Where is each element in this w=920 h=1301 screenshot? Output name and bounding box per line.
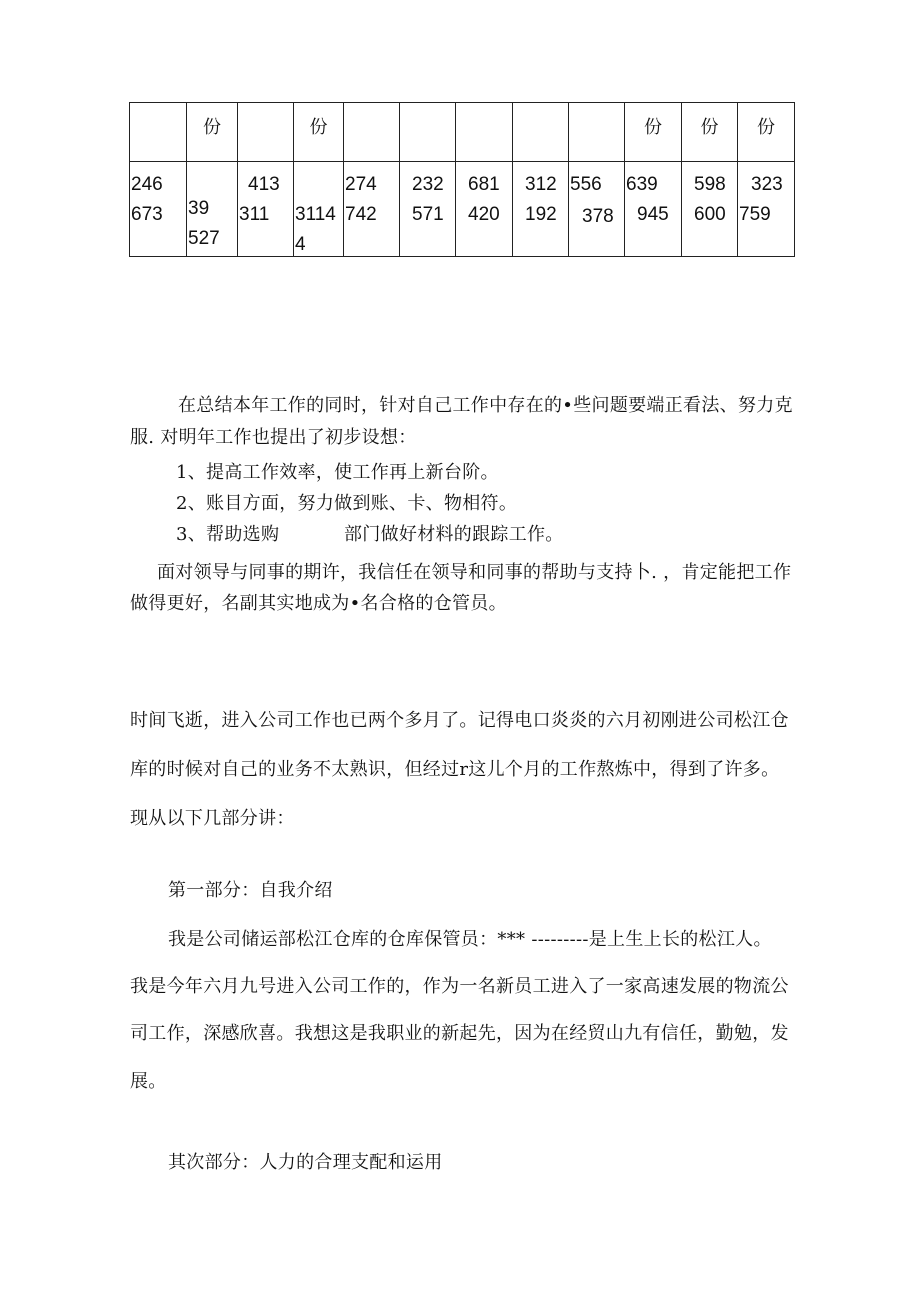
plan-item-2: 2、账目方面，努力做到账、卡、物相符。 <box>176 493 518 514</box>
plan-item-3-end: 部门做好材料的跟踪工作。 <box>344 524 564 545</box>
intro-paragraph-line: 时间飞逝，进入公司工作也已两个多月了。记得电口炎炎的六月初刚进公司松江仓 <box>130 710 789 731</box>
cell-line: 246 <box>131 174 163 195</box>
summary-paragraph-line: 服. 对明年工作也提出了初步设想： <box>130 427 417 448</box>
header-cell <box>238 103 294 162</box>
table-row <box>130 162 795 257</box>
table-cell <box>682 162 738 257</box>
header-cell <box>400 103 456 162</box>
part1-paragraph-line: 我是公司储运部松江仓库的仓库保管员：*** ---------是上生上长的松江人。 <box>168 929 772 950</box>
cell-line: 681 <box>468 174 500 195</box>
part1-paragraph-line: 司工作，深感欣喜。我想这是我职业的新起先，因为在经贸山九有信任，勤勉，发 <box>130 1023 789 1044</box>
part1-paragraph-line: 展。 <box>130 1071 167 1092</box>
header-cell <box>344 103 400 162</box>
intro-paragraph-line: 库的时候对自己的业务不太熟识，但经过r这儿个月的工作熬炼中，得到了许多。 <box>130 759 780 780</box>
data-table <box>129 102 795 257</box>
cell-line: 600 <box>694 204 726 225</box>
cell-line: 673 <box>131 204 163 225</box>
header-cell <box>130 103 187 162</box>
cell-line: 742 <box>345 204 377 225</box>
cell-line: 4 <box>295 234 306 255</box>
table-cell <box>625 162 682 257</box>
header-cell: 份 <box>738 103 795 162</box>
cell-line: 312 <box>525 174 557 195</box>
header-cell <box>456 103 513 162</box>
table-cell <box>456 162 513 257</box>
cell-line: 323 <box>751 174 783 195</box>
part1-paragraph-line: 我是今年六月九号进入公司工作的，作为一名新员工进入了一家高速发展的物流公 <box>130 976 789 997</box>
cell-line: 639 <box>626 174 658 195</box>
cell-line: 527 <box>188 228 220 249</box>
cell-line: 759 <box>739 204 771 225</box>
cell-line: 945 <box>637 204 669 225</box>
closing-paragraph-line: 面对领导与同事的期许，我信任在领导和同事的帮助与支持卜. ，肯定能把工作 <box>157 562 792 583</box>
cell-line: 598 <box>694 174 726 195</box>
header-cell: 份 <box>682 103 738 162</box>
cell-line: 39 <box>188 198 210 219</box>
header-cell: 份 <box>294 103 344 162</box>
cell-line: 571 <box>412 204 444 225</box>
table-cell <box>513 162 569 257</box>
table-cell <box>187 162 238 257</box>
table-cell <box>400 162 456 257</box>
intro-paragraph-line: 现从以下几部分讲： <box>130 808 295 829</box>
cell-line: 378 <box>582 206 614 227</box>
closing-paragraph-line: 做得更好，名副其实地成为•名合格的仓管员。 <box>130 593 507 614</box>
table-cell <box>569 162 625 257</box>
table-cell <box>294 162 344 257</box>
summary-paragraph-line: 在总结本年工作的同时，针对自己工作中存在的•些问题要端正看法、努力克 <box>178 395 793 416</box>
header-cell: 份 <box>187 103 238 162</box>
cell-line: 556 <box>570 174 602 195</box>
cell-line: 311 <box>239 204 270 225</box>
header-cell <box>513 103 569 162</box>
part2-heading: 其次部分：人力的合理支配和运用 <box>168 1152 443 1173</box>
table-cell <box>738 162 795 257</box>
cell-line: 413 <box>248 174 280 195</box>
header-cell: 份 <box>625 103 682 162</box>
part1-heading: 第一部分：自我介绍 <box>168 880 333 901</box>
table-cell <box>130 162 187 257</box>
table-cell <box>238 162 294 257</box>
cell-line: 3114 <box>295 204 336 225</box>
plan-item-1: 1、提高工作效率，使工作再上新台阶。 <box>176 462 499 483</box>
cell-line: 274 <box>345 174 377 195</box>
table-cell <box>344 162 400 257</box>
cell-line: 232 <box>412 174 444 195</box>
cell-line: 420 <box>468 204 500 225</box>
plan-item-3-start: 3、帮助选购 <box>176 524 280 545</box>
header-cell <box>569 103 625 162</box>
table-header-row <box>130 103 795 162</box>
cell-line: 192 <box>525 204 557 225</box>
